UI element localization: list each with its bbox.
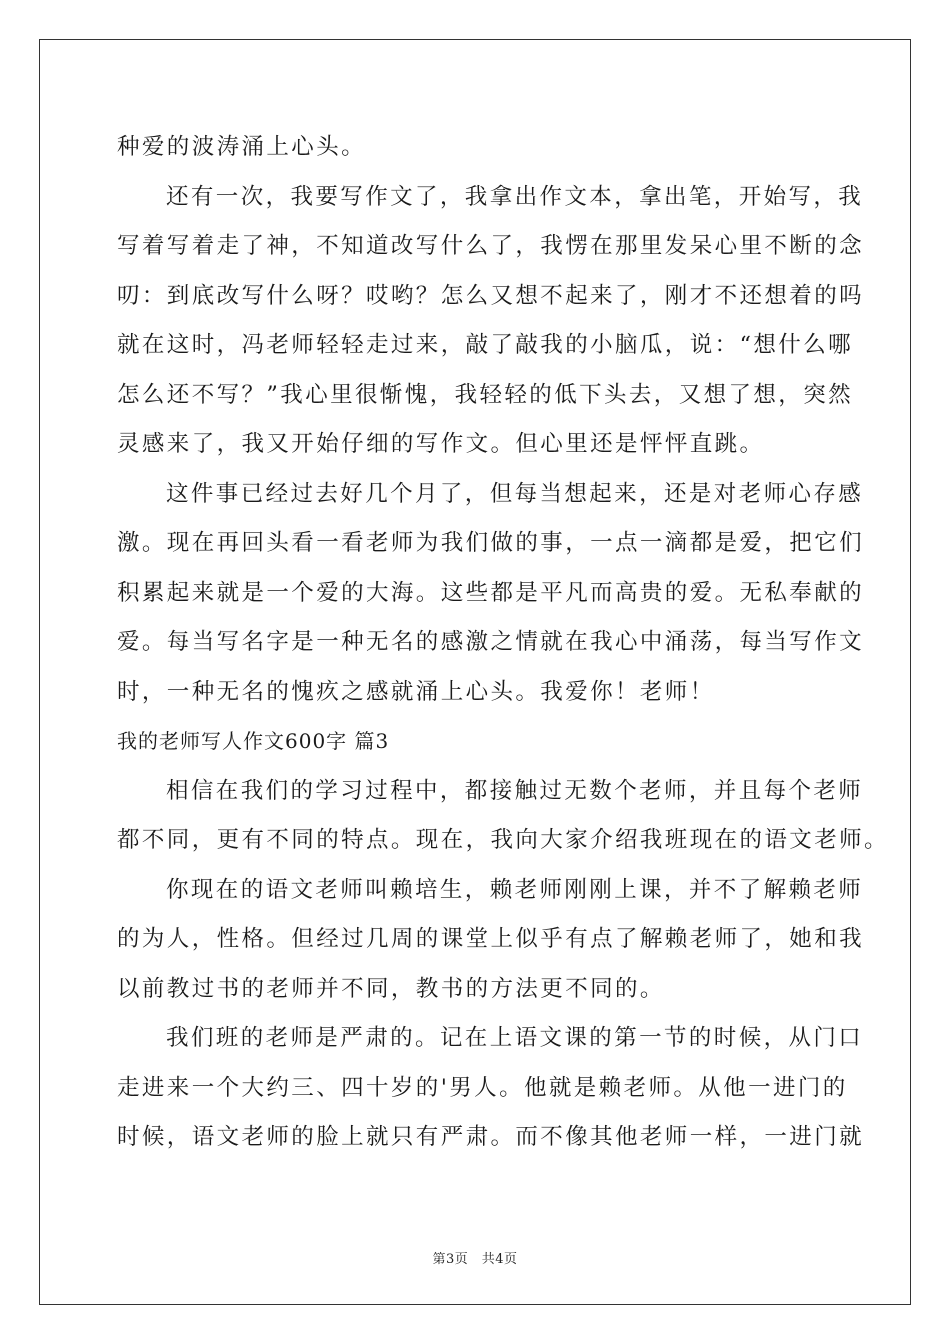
- text-line: 时候，语文老师的脸上就只有严肃。而不像其他老师一样，一进门就: [117, 1124, 865, 1150]
- text-line: 这件事已经过去好几个月了，但每当想起来，还是对老师心存感: [166, 480, 864, 507]
- text-line: 相信在我们的学习过程中，都接触过无数个老师，并且每个老师: [166, 777, 864, 804]
- text-line: 以前教过书的老师并不同，教书的方法更不同的。: [117, 975, 665, 1002]
- document-body: [117, 127, 889, 1167]
- text-line: 你现在的语文老师叫赖培生，赖老师刚刚上课，并不了解赖老师: [166, 876, 864, 903]
- text-line: 还有一次，我要写作文了，我拿出作文本，拿出笔，开始写，我: [166, 183, 864, 210]
- text-line: 怎么还不写？”我心里很惭愧，我轻轻的低下头去，又想了想，突然: [117, 381, 854, 408]
- text-line: 灵感来了，我又开始仔细的写作文。但心里还是怦怦直跳。: [117, 431, 765, 457]
- text-line: 的为人，性格。但经过几周的课堂上似乎有点了解赖老师了，她和我: [117, 926, 865, 952]
- section-heading: 我的老师写人作文600字 篇3: [117, 729, 390, 753]
- page-footer: 第3页 共4页: [432, 1252, 518, 1267]
- text-line: 都不同，更有不同的特点。现在，我向大家介绍我班现在的语文老师。: [117, 827, 889, 853]
- text-line: 写着写着走了神，不知道改写什么了，我愣在那里发呆心里不断的念: [117, 233, 865, 259]
- text-line: 爱。每当写名字是一种无名的感激之情就在我心中涌荡，每当写作文: [117, 629, 865, 655]
- text-line: 我们班的老师是严肃的。记在上语文课的第一节的时候，从门口: [166, 1025, 864, 1051]
- text-line: 积累起来就是一个爱的大海。这些都是平凡而高贵的爱。无私奉献的: [117, 579, 865, 606]
- text-line: 时，一种无名的愧疚之感就涌上心头。我爱你！老师！: [117, 678, 715, 705]
- text-line: 激。现在再回头看一看老师为我们做的事，一点一滴都是爱，把它们: [117, 530, 865, 556]
- text-line: 种爱的波涛涌上心头。: [117, 134, 367, 160]
- text-line: 就在这时，冯老师轻轻走过来，敲了敲我的小脑瓜，说：“想什么哪: [117, 332, 854, 358]
- text-line: 叨：到底改写什么呀？哎哟？怎么又想不起来了，刚才不还想着的吗: [117, 282, 865, 309]
- text-line: 走进来一个大约三、四十岁的'男人。他就是赖老师。从他一进门的: [117, 1074, 848, 1101]
